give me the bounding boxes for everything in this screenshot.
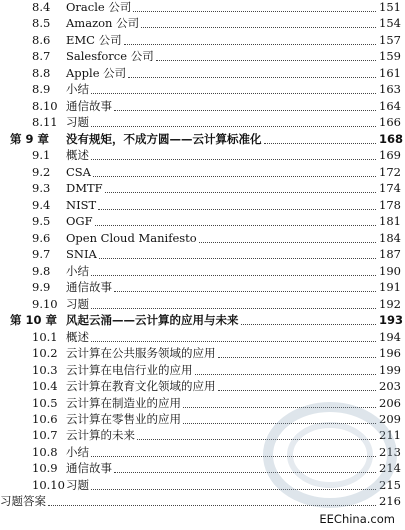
toc-number: 9.10 bbox=[32, 296, 58, 311]
toc-page-number: 203 bbox=[379, 379, 401, 394]
toc-page-number: 214 bbox=[379, 461, 401, 476]
dot-leader bbox=[91, 159, 376, 160]
dot-leader bbox=[183, 423, 376, 424]
toc-number: 8.6 bbox=[32, 32, 51, 47]
dot-leader bbox=[99, 258, 376, 259]
toc-number: 10.3 bbox=[32, 362, 58, 377]
toc-section-row bbox=[0, 164, 405, 181]
toc-number: 9.4 bbox=[32, 197, 51, 212]
dot-leader bbox=[114, 291, 376, 292]
dot-leader bbox=[48, 505, 376, 506]
toc-title: OGF bbox=[66, 214, 93, 229]
toc-section-row bbox=[0, 411, 405, 428]
toc-title: 云计算在零售业的应用 bbox=[66, 412, 181, 426]
toc-page-number: 190 bbox=[379, 263, 401, 278]
toc-section-row bbox=[0, 32, 405, 49]
toc-page-number: 184 bbox=[379, 230, 401, 245]
toc-title: 云计算在公共服务领域的应用 bbox=[66, 346, 216, 361]
toc-number: 9.8 bbox=[32, 263, 51, 278]
dot-leader bbox=[95, 225, 376, 226]
toc-number: 8.4 bbox=[32, 0, 51, 14]
toc-title: 概述 bbox=[66, 329, 89, 344]
toc-page-number: 154 bbox=[379, 16, 401, 31]
toc-section-row bbox=[0, 296, 405, 313]
dot-leader bbox=[91, 489, 376, 490]
dot-leader bbox=[128, 77, 376, 78]
toc-number: 9.5 bbox=[32, 214, 51, 229]
toc-page-number: 157 bbox=[379, 32, 401, 47]
dot-leader bbox=[137, 439, 376, 440]
toc-page-number: 187 bbox=[379, 247, 401, 262]
toc-number: 10.6 bbox=[32, 412, 58, 426]
toc-page-number: 216 bbox=[379, 494, 401, 509]
dot-leader bbox=[156, 60, 376, 61]
dot-leader bbox=[93, 176, 376, 177]
toc-title: 云计算的未来 bbox=[66, 428, 135, 443]
dot-leader bbox=[218, 357, 377, 358]
toc-chapter-row bbox=[0, 312, 405, 329]
toc-title: 风起云涌——云计算的应用与未来 bbox=[66, 313, 239, 328]
dot-leader bbox=[91, 126, 376, 127]
toc-page-number: 164 bbox=[379, 98, 401, 113]
toc-number: 9.6 bbox=[32, 230, 51, 245]
toc-number: 10.8 bbox=[32, 444, 58, 459]
toc-title: 没有规矩，不成方圆——云计算标准化 bbox=[66, 131, 262, 146]
dot-leader bbox=[124, 44, 376, 45]
toc-page-number: 161 bbox=[379, 65, 401, 80]
toc-title: Open Cloud Manifesto bbox=[66, 230, 197, 245]
toc-number: 8.5 bbox=[32, 16, 51, 31]
toc-section-row bbox=[0, 378, 405, 395]
toc-chapter-row bbox=[0, 131, 405, 148]
toc-page-number: 215 bbox=[379, 477, 401, 492]
toc-number: 10.2 bbox=[32, 346, 58, 361]
toc-page-number: 168 bbox=[379, 131, 404, 146]
dot-leader bbox=[91, 308, 376, 309]
toc-section-row bbox=[0, 98, 405, 115]
toc-section-row bbox=[0, 230, 405, 247]
toc-section-row bbox=[0, 345, 405, 362]
toc-page-number: 196 bbox=[379, 346, 401, 361]
toc-title: 小结 bbox=[66, 82, 89, 97]
toc-number: 10.5 bbox=[32, 395, 58, 410]
toc-page-number: 199 bbox=[379, 362, 401, 377]
toc-appendix-row bbox=[0, 493, 405, 510]
dot-leader bbox=[241, 324, 377, 325]
dot-leader bbox=[183, 407, 376, 408]
toc-title: 习题 bbox=[66, 296, 89, 311]
toc-number: 10.9 bbox=[32, 461, 58, 476]
dot-leader bbox=[91, 456, 376, 457]
toc-number: 10.4 bbox=[32, 379, 58, 394]
toc-page-number: 151 bbox=[379, 0, 401, 14]
toc-section-row bbox=[0, 197, 405, 214]
toc-page-number: 159 bbox=[379, 49, 401, 64]
toc-number: 9.9 bbox=[32, 280, 51, 295]
dot-leader bbox=[141, 27, 376, 28]
toc-title: 习题答案 bbox=[0, 494, 46, 509]
toc-title: 通信故事 bbox=[66, 280, 112, 295]
toc-title: 通信故事 bbox=[66, 98, 112, 113]
toc-page-number: 191 bbox=[379, 280, 401, 295]
site-watermark-text: EEChina.com bbox=[319, 512, 395, 526]
toc-section-row bbox=[0, 147, 405, 164]
toc-title: Oracle 公司 bbox=[66, 0, 132, 14]
toc-page-number: 178 bbox=[379, 197, 401, 212]
toc-title: 云计算在教育文化领域的应用 bbox=[66, 379, 216, 394]
toc-section-row bbox=[0, 427, 405, 444]
toc-number: 9.1 bbox=[32, 148, 51, 163]
toc-section-row bbox=[0, 329, 405, 346]
toc-number: 10.7 bbox=[32, 428, 58, 443]
dot-leader bbox=[91, 93, 376, 94]
toc-page-number: 172 bbox=[379, 164, 401, 179]
toc-page-number: 211 bbox=[379, 428, 401, 443]
toc-number: 9.2 bbox=[32, 164, 51, 179]
toc-title: SNIA bbox=[66, 247, 97, 262]
toc-page-number: 163 bbox=[379, 82, 401, 97]
toc-title: NIST bbox=[66, 197, 97, 212]
toc-title: 习题 bbox=[66, 477, 89, 492]
toc-section-row bbox=[0, 180, 405, 197]
toc-page-number: 193 bbox=[379, 313, 404, 328]
toc-number: 9.3 bbox=[32, 181, 51, 196]
toc-number: 10.10 bbox=[32, 477, 65, 492]
toc-number: 9.7 bbox=[32, 247, 51, 262]
toc-number: 第 10 章 bbox=[10, 313, 58, 328]
dot-leader bbox=[91, 341, 376, 342]
toc-section-row bbox=[0, 114, 405, 131]
toc-section-row bbox=[0, 15, 405, 32]
toc-page-number: 206 bbox=[379, 395, 401, 410]
toc-number: 8.10 bbox=[32, 98, 58, 113]
toc-page-number: 213 bbox=[379, 444, 401, 459]
toc-section-row bbox=[0, 444, 405, 461]
toc-section-row bbox=[0, 0, 405, 16]
toc-title: Apple 公司 bbox=[66, 65, 127, 80]
toc-page-number: 194 bbox=[379, 329, 401, 344]
toc-number: 8.9 bbox=[32, 82, 51, 97]
toc-number: 8.7 bbox=[32, 49, 51, 64]
toc-number: 8.11 bbox=[32, 115, 58, 130]
dot-leader bbox=[195, 374, 377, 375]
toc-page-number: 174 bbox=[379, 181, 401, 196]
toc-title: DMTF bbox=[66, 181, 103, 196]
toc-section-row bbox=[0, 81, 405, 98]
toc-section-row bbox=[0, 48, 405, 65]
toc-number: 第 9 章 bbox=[10, 131, 50, 146]
toc-section-row bbox=[0, 362, 405, 379]
toc-title: EMC 公司 bbox=[66, 32, 122, 47]
toc-title: 云计算在制造业的应用 bbox=[66, 395, 181, 410]
toc-section-row bbox=[0, 246, 405, 263]
toc-section-row bbox=[0, 213, 405, 230]
toc-page-number: 166 bbox=[379, 115, 401, 130]
dot-leader bbox=[264, 143, 377, 144]
toc-title: CSA bbox=[66, 164, 91, 179]
toc-section-row bbox=[0, 395, 405, 412]
toc-title: 通信故事 bbox=[66, 461, 112, 476]
dot-leader bbox=[199, 242, 376, 243]
dot-leader bbox=[114, 472, 376, 473]
toc-title: 概述 bbox=[66, 148, 89, 163]
dot-leader bbox=[91, 275, 376, 276]
dot-leader bbox=[218, 390, 377, 391]
toc-section-row bbox=[0, 460, 405, 477]
toc-page-number: 209 bbox=[379, 412, 401, 426]
toc-page-number: 192 bbox=[379, 296, 401, 311]
toc-page-number: 181 bbox=[379, 214, 401, 229]
toc-title: 云计算在电信行业的应用 bbox=[66, 362, 193, 377]
dot-leader bbox=[98, 209, 376, 210]
toc-number: 8.8 bbox=[32, 65, 51, 80]
toc-section-row bbox=[0, 263, 405, 280]
toc-title: Salesforce 公司 bbox=[66, 49, 154, 64]
toc-title: Amazon 公司 bbox=[66, 16, 140, 31]
toc-section-row bbox=[0, 279, 405, 296]
toc-title: 小结 bbox=[66, 444, 89, 459]
toc-title: 小结 bbox=[66, 263, 89, 278]
dot-leader bbox=[133, 11, 376, 12]
dot-leader bbox=[105, 192, 376, 193]
dot-leader bbox=[114, 110, 376, 111]
toc-page-number: 169 bbox=[379, 148, 401, 163]
toc-title: 习题 bbox=[66, 115, 89, 130]
toc-number: 10.1 bbox=[32, 329, 58, 344]
toc-section-row bbox=[0, 477, 405, 494]
toc-section-row bbox=[0, 65, 405, 82]
